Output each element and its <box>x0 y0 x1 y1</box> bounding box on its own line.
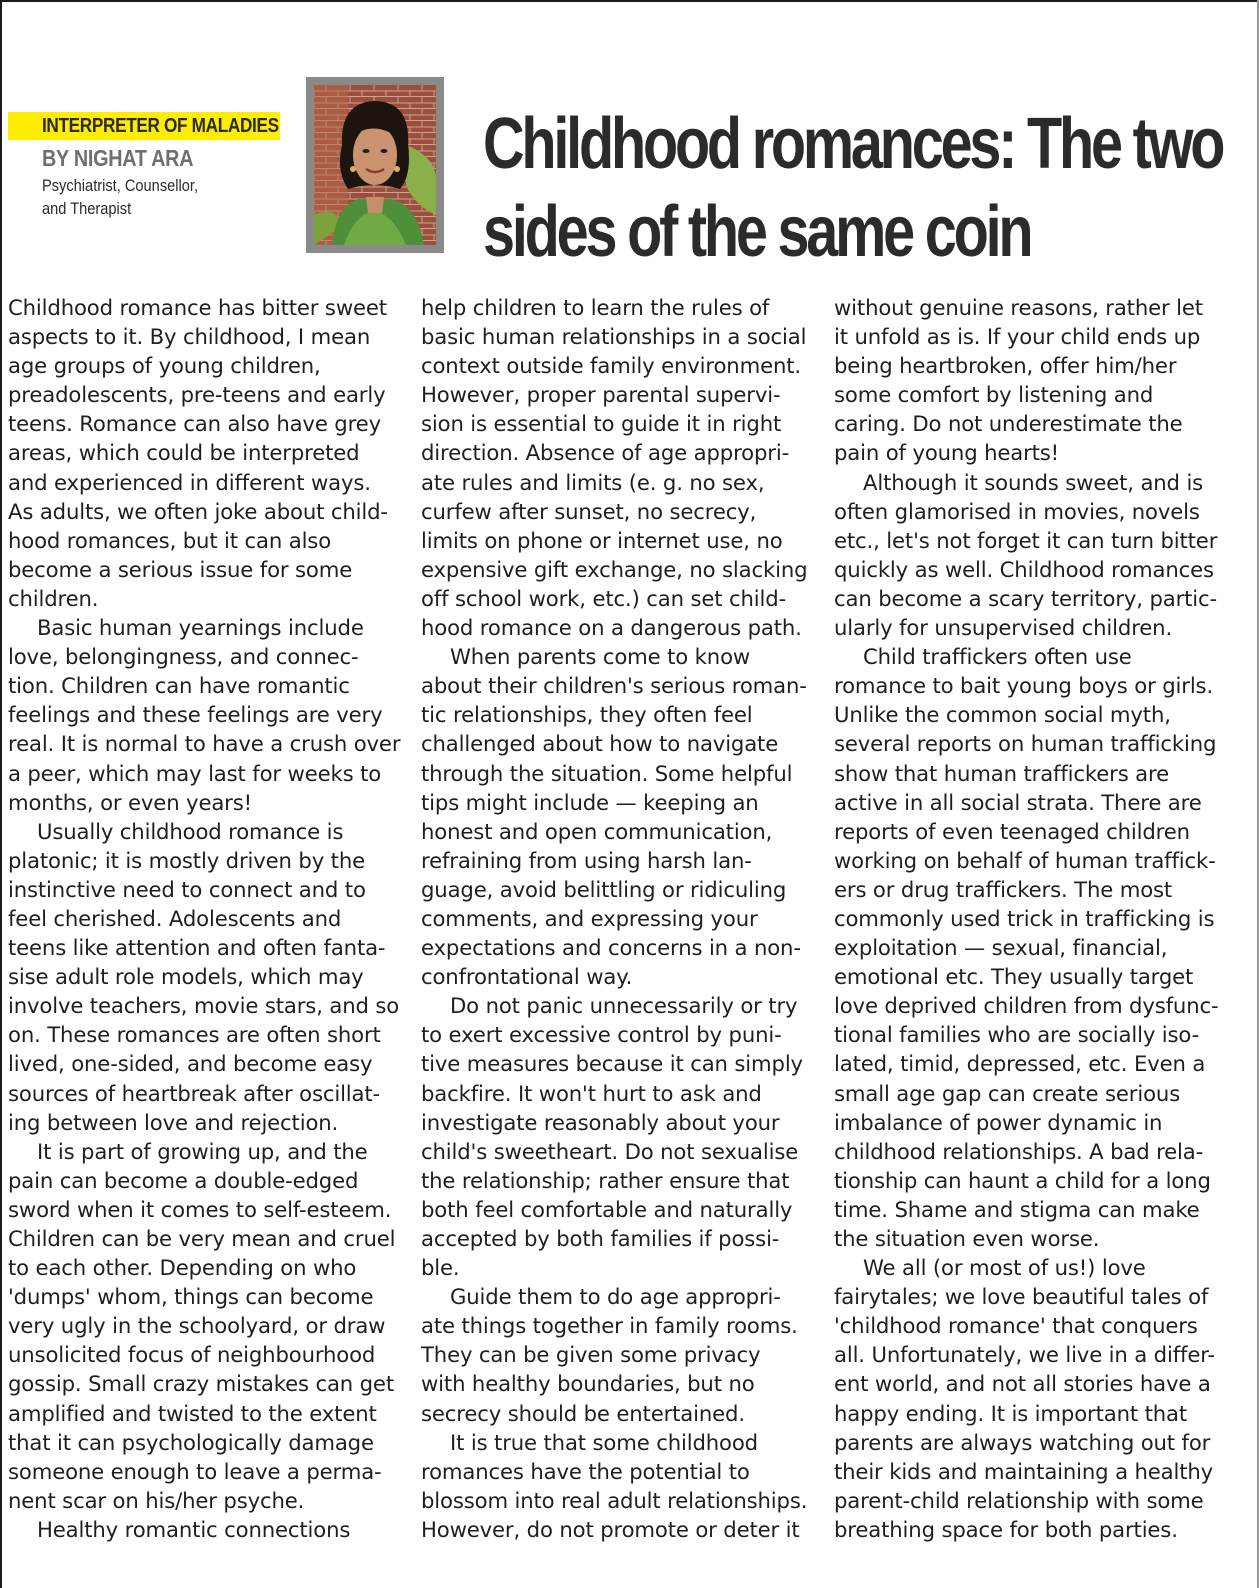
article-text-line: and experienced in different ways. <box>8 469 371 495</box>
article-text-line: can become a scary territory, partic- <box>834 585 1218 611</box>
article-text-line: through the situation. Some helpful <box>421 760 793 786</box>
article-text-line: Healthy romantic connections <box>37 1516 351 1542</box>
article-text-line: secrecy should be entertained. <box>421 1400 745 1426</box>
article-text-line: months, or even years! <box>8 789 252 815</box>
article-text-line: imbalance of power dynamic in <box>834 1109 1163 1135</box>
article-text-line: commonly used trick in trafficking is <box>834 905 1215 931</box>
article-text-line: areas, which could be interpreted <box>8 440 360 466</box>
article-text-line: pain of young hearts! <box>834 440 1060 466</box>
credentials-line: Psychiatrist, Counsellor, <box>42 176 199 195</box>
article-text-line: As adults, we often joke about child- <box>8 498 388 524</box>
article-text-line: However, do not promote or deter it <box>421 1516 800 1542</box>
article-text-line: Childhood romance has bitter sweet <box>8 295 387 320</box>
article-text-line: pain can become a double-edged <box>8 1167 359 1193</box>
article-text-line: ble. <box>421 1255 460 1281</box>
article-text-line: both feel comfortable and naturally <box>421 1196 793 1222</box>
article-text-line: love, belongingness, and connec- <box>8 644 359 670</box>
article-text-line: basic human relationships in a social <box>421 324 807 350</box>
article-text-line: nent scar on his/her psyche. <box>8 1487 305 1513</box>
article-text-line: However, proper parental supervi- <box>421 382 781 408</box>
page-border-left <box>0 0 2 1588</box>
page-border-top <box>0 0 1259 2</box>
article-text-line: sword when it comes to self-esteem. <box>8 1196 392 1222</box>
article-text-line: teens like attention and often fanta- <box>8 935 386 961</box>
headline-line: Childhood romances: The two <box>483 104 1223 184</box>
article-text-line: ent world, and not all stories have a <box>834 1371 1211 1397</box>
article-text-line: with healthy boundaries, but no <box>421 1371 755 1397</box>
article-text-line: without genuine reasons, rather let <box>834 295 1203 320</box>
article-text-line: childhood relationships. A bad rela- <box>834 1138 1204 1164</box>
article-text-line: off school work, etc.) can set child- <box>421 585 787 611</box>
article-text-line: 'dumps' whom, things can become <box>8 1284 374 1310</box>
headline-line: sides of the same coin <box>483 192 1031 272</box>
article-text-line: to each other. Depending on who <box>8 1255 357 1281</box>
article-text-line: small age gap can create serious <box>834 1080 1181 1106</box>
article-text-line: platonic; it is mostly driven by the <box>8 847 366 873</box>
article-text-line: Usually childhood romance is <box>37 818 344 844</box>
article-text-line: romance to bait young boys or girls. <box>834 673 1214 699</box>
article-text-line: Basic human yearnings include <box>37 615 364 641</box>
article-text-line: Do not panic unnecessarily or try <box>450 993 798 1019</box>
article-text-line: expensive gift exchange, no slacking <box>421 556 808 582</box>
article-text-line: ate rules and limits (e. g. no sex, <box>421 469 765 495</box>
article-text-line: age groups of young children, <box>8 353 321 379</box>
article-text-line: reports of even teenaged children <box>834 818 1190 844</box>
article-text-line: it unfold as is. If your child ends up <box>834 324 1201 350</box>
article-text-line: ing between love and rejection. <box>8 1109 339 1135</box>
article-text-line: It is true that some childhood <box>450 1429 758 1455</box>
article-text-line: expectations and concerns in a non- <box>421 935 801 961</box>
article-text-line: to exert excessive control by puni- <box>421 1022 782 1048</box>
article-text-line: sources of heartbreak after oscillat- <box>8 1080 381 1106</box>
article-text-line: romances have the potential to <box>421 1458 750 1484</box>
article-text-line: their kids and maintaining a healthy <box>834 1458 1214 1484</box>
article-text-line: working on behalf of human traffick- <box>834 847 1216 873</box>
article-text-line: unsolicited focus of neighbourhood <box>8 1342 376 1368</box>
article-text-line: the relationship; rather ensure that <box>421 1167 790 1193</box>
article-text-line: feel cherished. Adolescents and <box>8 905 342 931</box>
article-text-line: someone enough to leave a perma- <box>8 1458 382 1484</box>
article-text-line: exploitation — sexual, financial, <box>834 935 1168 961</box>
article-text-line: on. These romances are often short <box>8 1022 381 1048</box>
author-portrait-image <box>314 85 436 245</box>
article-text-line: parent-child relationship with some <box>834 1487 1204 1513</box>
article-text-line: help children to learn the rules of <box>421 295 770 320</box>
article-text-line: involve teachers, movie stars, and so <box>8 993 400 1019</box>
article-text-line: We all (or most of us!) love <box>863 1255 1146 1281</box>
article-text-line: all. Unfortunately, we live in a differ- <box>834 1342 1215 1368</box>
article-text-line: challenged about how to navigate <box>421 731 779 757</box>
article-text-line: children. <box>8 585 99 611</box>
article-text-line: ularly for unsupervised children. <box>834 615 1173 641</box>
article-text-line: comments, and expressing your <box>421 905 758 931</box>
article-text-line: that it can psychologically damage <box>8 1429 374 1455</box>
article-text-line: It is part of growing up, and the <box>37 1138 368 1164</box>
article-text-line: ate things together in family rooms. <box>421 1313 798 1339</box>
article-text-line: ers or drug traffickers. The most <box>834 876 1173 902</box>
article-text-line: Guide them to do age appropri- <box>450 1284 781 1310</box>
article-text-line: Children can be very mean and cruel <box>8 1226 396 1251</box>
author-byline: BY NIGHAT ARA <box>42 145 194 171</box>
article-text-line: tionship can haunt a child for a long <box>834 1167 1211 1193</box>
article-text-line: a peer, which may last for weeks to <box>8 760 382 786</box>
article-text-line: guage, avoid belittling or ridiculing <box>421 876 787 902</box>
article-text-line: amplified and twisted to the extent <box>8 1400 377 1426</box>
article-text-line: being heartbroken, offer him/her <box>834 353 1177 379</box>
article-text-line: fairytales; we love beautiful tales of <box>834 1284 1209 1310</box>
article-text-line: investigate reasonably about your <box>421 1109 780 1135</box>
article-text-line: hood romance on a dangerous path. <box>421 615 802 641</box>
article-text-line: backfire. It won't hurt to ask and <box>421 1080 762 1106</box>
article-text-line: some comfort by listening and <box>834 382 1154 408</box>
article-text-line: When parents come to know <box>450 644 751 670</box>
article-text-line: often glamorised in movies, novels <box>834 498 1200 524</box>
article-text-line: confrontational way. <box>421 964 633 990</box>
article-text-line: honest and open communication, <box>421 818 773 844</box>
article-text-line: child's sweetheart. Do not sexualise <box>421 1138 799 1164</box>
article-text-line: Child traffickers often use <box>863 644 1132 670</box>
headline <box>483 100 1223 276</box>
article-text-line: curfew after sunset, no secrecy, <box>421 498 757 524</box>
article-text-line: hood romances, but it can also <box>8 527 332 553</box>
article-text-line: teens. Romance can also have grey <box>8 411 381 437</box>
article-text-line: blossom into real adult relationships. <box>421 1487 808 1513</box>
article-column-3 <box>834 293 1239 1544</box>
article-text-line: context outside family environment. <box>421 353 801 379</box>
article-text-line: refraining from using harsh lan- <box>421 847 752 873</box>
article-text-line: 'childhood romance' that conquers <box>834 1313 1198 1339</box>
article-text-line: the situation even worse. <box>834 1226 1100 1251</box>
article-column-2 <box>421 293 826 1544</box>
article-text-line: limits on phone or internet use, no <box>421 527 783 553</box>
article-text-line: tips might include — keeping an <box>421 789 759 815</box>
article-text-line: several reports on human trafficking <box>834 731 1217 757</box>
author-photo <box>306 77 444 253</box>
article-text-line: sion is essential to guide it in right <box>421 411 782 437</box>
article-text-line: tive measures because it can simply <box>421 1051 803 1077</box>
credentials-line: and Therapist <box>42 199 132 218</box>
article-text-line: love deprived children from dysfunc- <box>834 993 1219 1019</box>
article-text-line: direction. Absence of age appropri- <box>421 440 790 466</box>
article-text-line: lived, one-sided, and become easy <box>8 1051 373 1077</box>
author-credentials <box>42 174 198 220</box>
article-text-line: tic relationships, they often feel <box>421 702 753 728</box>
article-text-line: about their children's serious roman- <box>421 673 807 699</box>
article-text-line: very ugly in the schoolyard, or draw <box>8 1313 386 1339</box>
article-text-line: Unlike the common social myth, <box>834 702 1171 728</box>
article-text-line: tional families who are socially iso- <box>834 1022 1200 1048</box>
article-text-line: preadolescents, pre-teens and early <box>8 382 386 408</box>
column-tag <box>8 112 280 140</box>
article-text-line: feelings and these feelings are very <box>8 702 383 728</box>
article-text-line: caring. Do not underestimate the <box>834 411 1183 437</box>
article-text-line: quickly as well. Childhood romances <box>834 556 1214 582</box>
article-column-1 <box>8 293 413 1544</box>
article-text-line: instinctive need to connect and to <box>8 876 366 902</box>
article-text-line: real. It is normal to have a crush over <box>8 731 401 757</box>
article-text-line: happy ending. It is important that <box>834 1400 1188 1426</box>
article-text-line: sise adult role models, which may <box>8 964 364 990</box>
article-text-line: emotional etc. They usually target <box>834 964 1194 990</box>
article-text-line: time. Shame and stigma can make <box>834 1196 1200 1222</box>
article-text-line: show that human traffickers are <box>834 760 1170 786</box>
article-text-line: aspects to it. By childhood, I mean <box>8 324 371 350</box>
article-text-line: etc., let's not forget it can turn bitter <box>834 527 1218 553</box>
column-tag-label: INTERPRETER OF MALADIES <box>42 115 279 137</box>
article-text-line: breathing space for both parties. <box>834 1516 1178 1542</box>
article-text-line: become a serious issue for some <box>8 556 353 582</box>
article-text-line: lated, timid, depressed, etc. Even a <box>834 1051 1206 1077</box>
article-text-line: They can be given some privacy <box>421 1342 761 1368</box>
article-text-line: active in all social strata. There are <box>834 789 1202 815</box>
article-text-line: parents are always watching out for <box>834 1429 1211 1455</box>
article-text-line: accepted by both families if possi- <box>421 1226 780 1251</box>
article-text-line: tion. Children can have romantic <box>8 673 350 699</box>
article-text-line: gossip. Small crazy mistakes can get <box>8 1371 394 1397</box>
article-text-line: Although it sounds sweet, and is <box>863 469 1204 495</box>
